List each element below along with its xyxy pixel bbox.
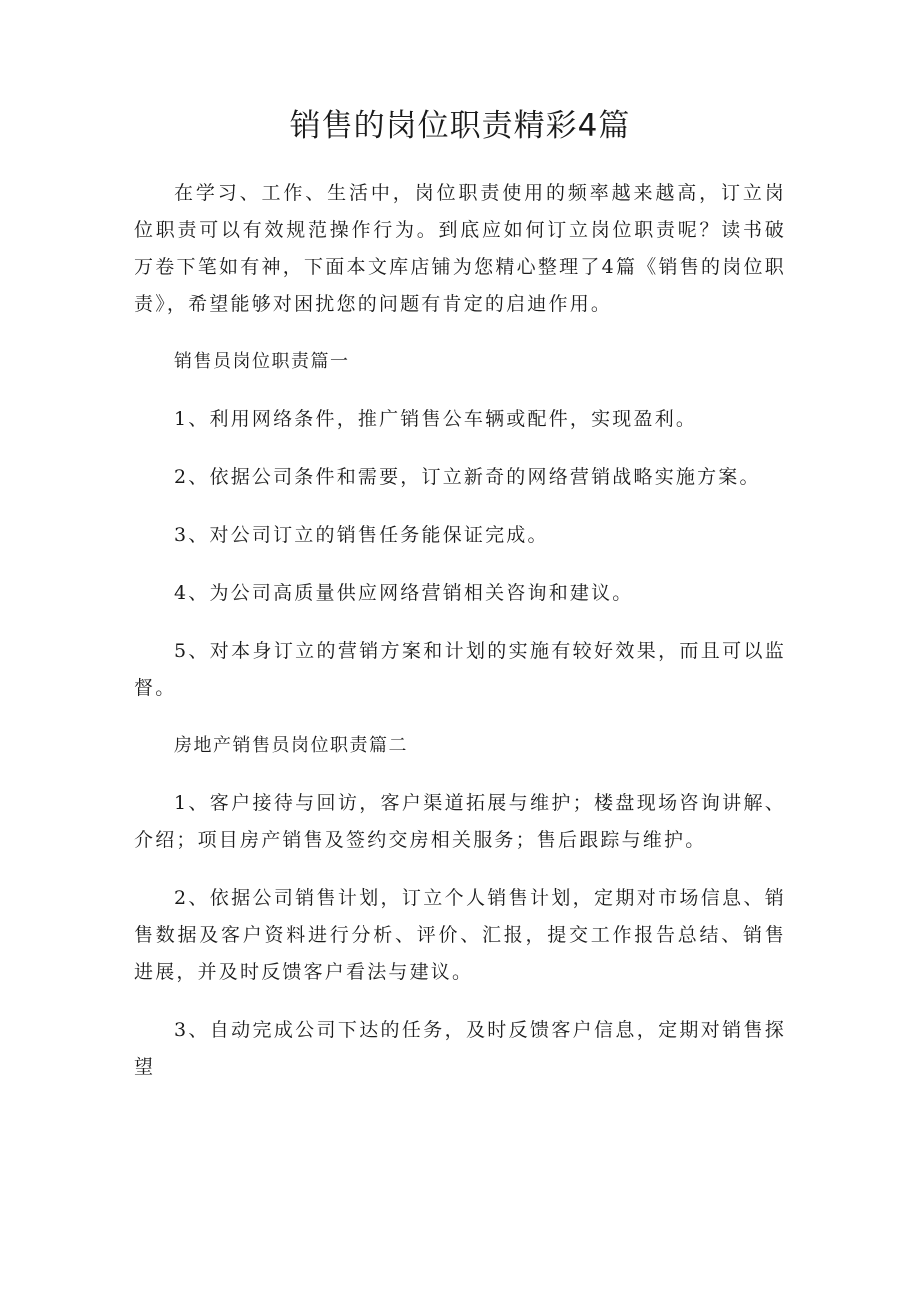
document-title: 销售的岗位职责精彩4篇 [289,108,631,144]
list-item: 4、为公司高质量供应网络营销相关咨询和建议。 [174,582,634,604]
list-item: 1、客户接待与回访，客户渠道拓展与维护；楼盘现场咨询讲解、介绍；项目房产销售及签约交房相关服务；售后跟踪与维护。 [134,792,786,851]
section-heading-1: 销售员岗位职责篇一 [174,351,350,372]
list-item: 2、依据公司条件和需要，订立新奇的网络营销战略实施方案。 [174,466,761,488]
intro-paragraph: 在学习、工作、生活中，岗位职责使用的频率越来越高，订立岗位职责可以有效规范操作行为。到底应如何订立岗位职责呢？读书破万卷下笔如有神，下面本文库店铺为您精心整理了4篇《销售的岗位职责》，希望能够对困扰您的问题有肯定的启迪作用。 [134,182,786,315]
list-item: 2、依据公司销售计划，订立个人销售计划，定期对市场信息、销售数据及客户资料进行分析、评价、汇报，提交工作报告总结、销售进展，并及时反馈客户看法与建议。 [134,887,786,983]
list-item: 5、对本身订立的营销方案和计划的实施有较好效果，而且可以监督。 [134,640,786,699]
section-heading-2: 房地产销售员岗位职责篇二 [174,735,408,756]
list-item: 3、自动完成公司下达的任务，及时反馈客户信息，定期对销售探望 [134,1019,786,1078]
list-item: 1、利用网络条件，推广销售公车辆或配件，实现盈利。 [174,408,698,430]
document-body [134,175,786,1086]
list-item: 3、对公司订立的销售任务能保证完成。 [174,524,549,546]
